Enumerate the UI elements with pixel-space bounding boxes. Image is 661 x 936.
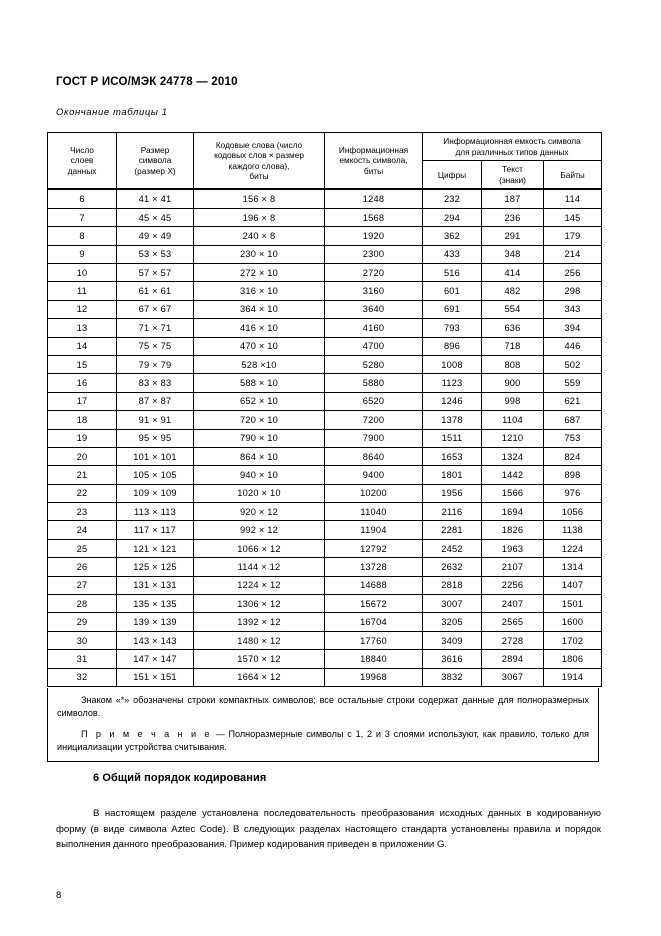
table-row [48, 521, 602, 539]
cell-symbol-size: 61 × 61 [117, 282, 194, 300]
cell-bytes: 1702 [544, 631, 602, 649]
cell-codewords: 1144 × 12 [194, 558, 325, 576]
cell-bytes: 1407 [544, 576, 602, 594]
cell-digits: 1511 [423, 429, 482, 447]
cell-bytes: 898 [544, 466, 602, 484]
cell-digits: 2116 [423, 503, 482, 521]
cell-capacity: 7900 [325, 429, 423, 447]
cell-digits: 516 [423, 264, 482, 282]
cell-digits: 3616 [423, 650, 482, 668]
table-row [48, 300, 602, 318]
cell-bytes: 1138 [544, 521, 602, 539]
cell-layers: 9 [48, 245, 117, 263]
cell-capacity: 10200 [325, 484, 423, 502]
page-number: 8 [56, 890, 62, 901]
cell-text: 1826 [482, 521, 544, 539]
cell-symbol-size: 109 × 109 [117, 484, 194, 502]
cell-bytes: 1600 [544, 613, 602, 631]
cell-capacity: 9400 [325, 466, 423, 484]
th-codewords-l1: Кодовые слова (число [215, 139, 303, 150]
cell-symbol-size: 83 × 83 [117, 374, 194, 392]
cell-text: 718 [482, 337, 544, 355]
cell-codewords: 316 × 10 [194, 282, 325, 300]
cell-text: 900 [482, 374, 544, 392]
table-row [48, 613, 602, 631]
cell-digits: 896 [423, 337, 482, 355]
table-row [48, 631, 602, 649]
cell-codewords: 1224 × 12 [194, 576, 325, 594]
cell-text: 1963 [482, 539, 544, 557]
aztec-capacity-table-wrapper [47, 132, 601, 687]
cell-bytes: 687 [544, 411, 602, 429]
cell-layers: 27 [48, 576, 117, 594]
cell-codewords: 1570 × 12 [194, 650, 325, 668]
cell-layers: 16 [48, 374, 117, 392]
cell-symbol-size: 151 × 151 [117, 668, 194, 686]
cell-layers: 23 [48, 503, 117, 521]
cell-symbol-size: 131 × 131 [117, 576, 194, 594]
cell-symbol-size: 67 × 67 [117, 300, 194, 318]
cell-symbol-size: 117 × 117 [117, 521, 194, 539]
cell-codewords: 920 × 12 [194, 503, 325, 521]
cell-capacity: 1248 [325, 189, 423, 208]
cell-layers: 7 [48, 208, 117, 226]
cell-capacity: 1568 [325, 208, 423, 226]
table-row [48, 447, 602, 465]
cell-digits: 1008 [423, 355, 482, 373]
cell-capacity: 17760 [325, 631, 423, 649]
cell-layers: 26 [48, 558, 117, 576]
th-codewords-l3: каждого слова), [228, 160, 290, 171]
table-row [48, 245, 602, 263]
cell-layers: 18 [48, 411, 117, 429]
cell-bytes: 1501 [544, 595, 602, 613]
cell-bytes: 343 [544, 300, 602, 318]
table-row [48, 355, 602, 373]
cell-digits: 691 [423, 300, 482, 318]
cell-layers: 13 [48, 319, 117, 337]
table-row [48, 558, 602, 576]
table-row [48, 650, 602, 668]
cell-codewords: 864 × 10 [194, 447, 325, 465]
table-row [48, 576, 602, 594]
cell-digits: 2281 [423, 521, 482, 539]
cell-symbol-size: 45 × 45 [117, 208, 194, 226]
cell-layers: 30 [48, 631, 117, 649]
cell-codewords: 1020 × 10 [194, 484, 325, 502]
table-row [48, 227, 602, 245]
note-label: П р и м е ч а н и е [81, 728, 212, 739]
cell-digits: 2452 [423, 539, 482, 557]
cell-layers: 28 [48, 595, 117, 613]
note-primechanie [57, 728, 589, 754]
cell-layers: 31 [48, 650, 117, 668]
section-paragraph: В настоящем разделе установлена последовательность преобразования исходных данных в кодированную форму (в виде символа Aztec Code). В следующих разделах настоящего стандарта установлены правила и порядок выполнения данного преобразования. Пример кодирования приведен в приложении G. [56, 808, 601, 851]
cell-layers: 25 [48, 539, 117, 557]
cell-capacity: 16704 [325, 613, 423, 631]
cell-symbol-size: 49 × 49 [117, 227, 194, 245]
table-row [48, 429, 602, 447]
cell-digits: 1653 [423, 447, 482, 465]
cell-layers: 21 [48, 466, 117, 484]
cell-digits: 601 [423, 282, 482, 300]
th-symbol-size-l2: символа [138, 155, 172, 166]
cell-symbol-size: 53 × 53 [117, 245, 194, 263]
cell-text: 482 [482, 282, 544, 300]
cell-codewords: 364 × 10 [194, 300, 325, 318]
running-header: ГОСТ Р ИСО/МЭК 24778 — 2010 [56, 76, 238, 88]
cell-digits: 1378 [423, 411, 482, 429]
cell-digits: 3007 [423, 595, 482, 613]
cell-capacity: 4160 [325, 319, 423, 337]
cell-layers: 29 [48, 613, 117, 631]
cell-layers: 8 [48, 227, 117, 245]
th-symbol-size [117, 133, 194, 190]
cell-bytes: 1056 [544, 503, 602, 521]
cell-digits: 2632 [423, 558, 482, 576]
cell-capacity: 6520 [325, 392, 423, 410]
cell-layers: 12 [48, 300, 117, 318]
cell-digits: 1801 [423, 466, 482, 484]
cell-digits: 1123 [423, 374, 482, 392]
cell-digits: 2818 [423, 576, 482, 594]
cell-text: 291 [482, 227, 544, 245]
cell-capacity: 14688 [325, 576, 423, 594]
cell-digits: 1956 [423, 484, 482, 502]
cell-digits: 3832 [423, 668, 482, 686]
table-row [48, 484, 602, 502]
th-capacity-l3: биты [363, 166, 384, 177]
th-layers-l1: Число [70, 144, 94, 155]
table-row [48, 337, 602, 355]
th-capacity-l2: емкость символа, [339, 155, 408, 166]
cell-symbol-size: 135 × 135 [117, 595, 194, 613]
cell-symbol-size: 57 × 57 [117, 264, 194, 282]
cell-symbol-size: 87 × 87 [117, 392, 194, 410]
cell-digits: 3409 [423, 631, 482, 649]
cell-text: 2407 [482, 595, 544, 613]
cell-bytes: 256 [544, 264, 602, 282]
cell-codewords: 1480 × 12 [194, 631, 325, 649]
cell-codewords: 1664 × 12 [194, 668, 325, 686]
cell-capacity: 2720 [325, 264, 423, 282]
cell-bytes: 1914 [544, 668, 602, 686]
cell-text: 2256 [482, 576, 544, 594]
th-capacity-group-l2: для различных типов данных [455, 146, 569, 157]
table-row [48, 282, 602, 300]
cell-capacity: 19968 [325, 668, 423, 686]
cell-symbol-size: 139 × 139 [117, 613, 194, 631]
cell-layers: 22 [48, 484, 117, 502]
cell-bytes: 1224 [544, 539, 602, 557]
cell-capacity: 18840 [325, 650, 423, 668]
th-capacity-group [423, 133, 602, 161]
cell-bytes: 145 [544, 208, 602, 226]
cell-codewords: 1306 × 12 [194, 595, 325, 613]
cell-codewords: 992 × 12 [194, 521, 325, 539]
cell-text: 2894 [482, 650, 544, 668]
cell-capacity: 11904 [325, 521, 423, 539]
cell-codewords: 652 × 10 [194, 392, 325, 410]
cell-symbol-size: 95 × 95 [117, 429, 194, 447]
cell-capacity: 3160 [325, 282, 423, 300]
cell-text: 998 [482, 392, 544, 410]
cell-layers: 15 [48, 355, 117, 373]
cell-codewords: 196 × 8 [194, 208, 325, 226]
cell-capacity: 8640 [325, 447, 423, 465]
cell-digits: 3205 [423, 613, 482, 631]
cell-text: 1694 [482, 503, 544, 521]
cell-capacity: 4700 [325, 337, 423, 355]
cell-layers: 24 [48, 521, 117, 539]
cell-codewords: 790 × 10 [194, 429, 325, 447]
th-layers-l3: данных [67, 166, 97, 177]
table-row [48, 189, 602, 208]
cell-capacity: 12792 [325, 539, 423, 557]
table-row [48, 668, 602, 686]
cell-symbol-size: 121 × 121 [117, 539, 194, 557]
cell-codewords: 528 ×10 [194, 355, 325, 373]
cell-text: 2565 [482, 613, 544, 631]
cell-capacity: 13728 [325, 558, 423, 576]
th-text [482, 161, 544, 190]
table-notes [47, 688, 599, 762]
cell-text: 2107 [482, 558, 544, 576]
th-codewords-l2: кодовых слов × размер [214, 150, 304, 161]
th-layers [48, 133, 117, 190]
cell-bytes: 1806 [544, 650, 602, 668]
cell-capacity: 5880 [325, 374, 423, 392]
cell-text: 554 [482, 300, 544, 318]
cell-codewords: 720 × 10 [194, 411, 325, 429]
cell-bytes: 824 [544, 447, 602, 465]
cell-layers: 6 [48, 189, 117, 208]
cell-text: 1104 [482, 411, 544, 429]
cell-digits: 294 [423, 208, 482, 226]
cell-bytes: 179 [544, 227, 602, 245]
cell-symbol-size: 143 × 143 [117, 631, 194, 649]
cell-codewords: 470 × 10 [194, 337, 325, 355]
cell-bytes: 621 [544, 392, 602, 410]
cell-capacity: 11040 [325, 503, 423, 521]
cell-capacity: 3640 [325, 300, 423, 318]
cell-text: 1442 [482, 466, 544, 484]
th-codewords [194, 133, 325, 190]
th-capacity-group-l1: Информационная емкость символа [443, 136, 581, 146]
cell-symbol-size: 71 × 71 [117, 319, 194, 337]
cell-capacity: 7200 [325, 411, 423, 429]
note-asterisk: Знаком «*» обозначены строки компактных символов; все остальные строки содержат данные для полноразмерных символов. [57, 695, 589, 718]
th-symbol-size-l1: Размер [140, 144, 170, 155]
cell-symbol-size: 113 × 113 [117, 503, 194, 521]
cell-text: 1210 [482, 429, 544, 447]
table-row [48, 208, 602, 226]
aztec-capacity-table [47, 132, 602, 687]
table-caption: Окончание таблицы 1 [56, 107, 168, 118]
cell-capacity: 2300 [325, 245, 423, 263]
th-symbol-size-l3: (размер X) [134, 166, 176, 177]
cell-capacity: 5280 [325, 355, 423, 373]
cell-bytes: 502 [544, 355, 602, 373]
note-body: — Полноразмерные символы с 1, 2 и 3 слоями используют, как правило, только для инициализации устройства считывания. [57, 728, 589, 752]
cell-bytes: 559 [544, 374, 602, 392]
th-digits: Цифры [423, 161, 482, 190]
cell-layers: 20 [48, 447, 117, 465]
th-capacity [325, 133, 423, 190]
cell-symbol-size: 147 × 147 [117, 650, 194, 668]
section-heading: 6 Общий порядок кодирования [93, 772, 267, 784]
table-row [48, 466, 602, 484]
th-capacity-l1: Информационная [338, 144, 409, 155]
cell-digits: 1246 [423, 392, 482, 410]
cell-symbol-size: 105 × 105 [117, 466, 194, 484]
table-row [48, 392, 602, 410]
cell-symbol-size: 75 × 75 [117, 337, 194, 355]
cell-codewords: 1066 × 12 [194, 539, 325, 557]
cell-capacity: 1920 [325, 227, 423, 245]
cell-text: 2728 [482, 631, 544, 649]
th-codewords-l4: биты [249, 171, 269, 182]
table-row [48, 503, 602, 521]
th-text-l1: Текст [502, 164, 523, 175]
cell-codewords: 240 × 8 [194, 227, 325, 245]
cell-layers: 19 [48, 429, 117, 447]
cell-text: 236 [482, 208, 544, 226]
cell-layers: 14 [48, 337, 117, 355]
cell-codewords: 588 × 10 [194, 374, 325, 392]
cell-symbol-size: 79 × 79 [117, 355, 194, 373]
cell-codewords: 156 × 8 [194, 189, 325, 208]
cell-codewords: 230 × 10 [194, 245, 325, 263]
table-body [48, 189, 602, 686]
cell-codewords: 940 × 10 [194, 466, 325, 484]
cell-symbol-size: 91 × 91 [117, 411, 194, 429]
cell-bytes: 1314 [544, 558, 602, 576]
cell-digits: 793 [423, 319, 482, 337]
table-row [48, 539, 602, 557]
th-text-l2: (знаки) [499, 174, 526, 185]
th-bytes: Байты [544, 161, 602, 190]
cell-codewords: 416 × 10 [194, 319, 325, 337]
cell-codewords: 1392 × 12 [194, 613, 325, 631]
cell-text: 414 [482, 264, 544, 282]
cell-capacity: 15672 [325, 595, 423, 613]
cell-bytes: 394 [544, 319, 602, 337]
table-header [48, 133, 602, 190]
cell-symbol-size: 41 × 41 [117, 189, 194, 208]
cell-text: 348 [482, 245, 544, 263]
cell-bytes: 446 [544, 337, 602, 355]
table-row [48, 411, 602, 429]
cell-text: 187 [482, 189, 544, 208]
cell-bytes: 214 [544, 245, 602, 263]
table-row [48, 374, 602, 392]
cell-layers: 11 [48, 282, 117, 300]
cell-digits: 433 [423, 245, 482, 263]
table-row [48, 595, 602, 613]
cell-layers: 10 [48, 264, 117, 282]
cell-text: 636 [482, 319, 544, 337]
cell-text: 1324 [482, 447, 544, 465]
cell-text: 3067 [482, 668, 544, 686]
th-layers-l2: слоев [70, 155, 94, 166]
cell-codewords: 272 × 10 [194, 264, 325, 282]
cell-layers: 32 [48, 668, 117, 686]
table-row [48, 264, 602, 282]
cell-symbol-size: 101 × 101 [117, 447, 194, 465]
table-row [48, 319, 602, 337]
cell-text: 808 [482, 355, 544, 373]
cell-bytes: 976 [544, 484, 602, 502]
cell-layers: 17 [48, 392, 117, 410]
cell-text: 1566 [482, 484, 544, 502]
cell-symbol-size: 125 × 125 [117, 558, 194, 576]
cell-bytes: 114 [544, 189, 602, 208]
cell-bytes: 753 [544, 429, 602, 447]
cell-bytes: 298 [544, 282, 602, 300]
cell-digits: 232 [423, 189, 482, 208]
cell-digits: 362 [423, 227, 482, 245]
